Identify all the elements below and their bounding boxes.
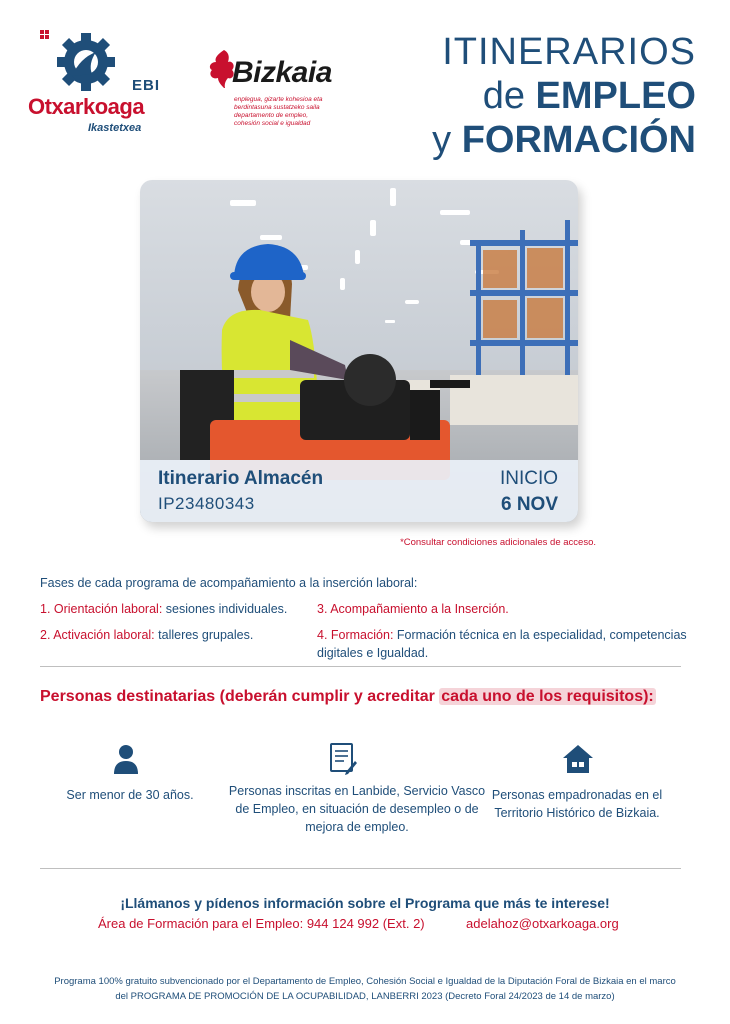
footer-line: del PROGRAMA DE PROMOCIÓN DE LA OCUPABILIDAD, LANBERRI 2023 (Decreto Foral 24/2023 de 14 de marzo) xyxy=(115,991,615,1002)
phase-2 xyxy=(40,626,253,644)
start-label: INICIO xyxy=(499,468,558,489)
ebi-name: Otxarkoaga xyxy=(28,94,145,119)
title-line-3 xyxy=(432,118,696,162)
divider xyxy=(40,666,681,667)
contact-phone[interactable]: Área de Formación para el Empleo: 944 124 992 (Ext. 2) xyxy=(98,916,425,931)
ebi-subtitle: Ikastetxea xyxy=(88,122,142,134)
phase-label: 1. Orientación laboral: xyxy=(40,602,163,616)
title-light-word: y xyxy=(432,119,452,161)
access-note: *Consultar condiciones adicionales de acceso. xyxy=(400,537,596,548)
requirements-title-text: Personas destinatarias (deberán cumplir y acreditar xyxy=(40,688,440,705)
title-line-2 xyxy=(432,74,696,118)
title-line-1: ITINERARIOS xyxy=(442,31,696,73)
phase-text: sesiones individuales. xyxy=(165,602,288,616)
phases-intro: Fases de cada programa de acompañamiento a la inserción laboral: xyxy=(40,576,418,590)
bizkaia-logo xyxy=(208,46,378,136)
requirement-age: Ser menor de 30 años. xyxy=(66,788,194,802)
bizkaia-line: enplegua, gizarte kohesioa eta xyxy=(234,96,323,103)
phase-label: 2. Activación laboral: xyxy=(40,628,155,642)
footer-legal xyxy=(0,974,730,1004)
requirements-title xyxy=(40,688,656,706)
course-card xyxy=(140,180,578,522)
contact-email[interactable]: adelahoz@otxarkoaga.org xyxy=(466,916,619,931)
phase-label: 3. Acompañamiento a la Inserción. xyxy=(317,602,509,616)
bizkaia-line: departamento de empleo, xyxy=(234,112,309,119)
bizkaia-line: cohesión social e igualdad xyxy=(234,120,311,127)
gear-logo-icon xyxy=(40,30,130,92)
page-title xyxy=(432,30,696,162)
phase-1 xyxy=(40,600,287,618)
phase-4 xyxy=(317,626,707,662)
course-name: Itinerario Almacén xyxy=(158,468,324,489)
footer-line: Programa 100% gratuito subvencionado por el Departamento de Empleo, Cohesión Social e Igualdad de la Diputación Foral de Bizkaia en el marco xyxy=(54,976,676,987)
phase-3 xyxy=(317,600,509,618)
document-icon xyxy=(328,742,358,776)
ebi-tag: EBI xyxy=(132,77,161,94)
phase-label: 4. Formación: xyxy=(317,628,394,642)
bizkaia-line: berdintasuna sustatzeko saila xyxy=(234,104,320,111)
course-code: IP23480343 xyxy=(158,494,255,513)
requirement-residence: Personas empadronadas en el Territorio Histórico de Bizkaia. xyxy=(491,788,663,820)
house-icon xyxy=(562,744,594,774)
title-bold-word: FORMACIÓN xyxy=(461,119,696,161)
phase-text: Formación técnica en la especialidad, competencias digitales e Igualdad. xyxy=(317,628,687,660)
requirements-title-highlight: cada uno de los requisitos): xyxy=(441,688,654,705)
bizkaia-department xyxy=(234,96,354,128)
divider xyxy=(40,868,681,869)
bizkaia-name: Bizkaia xyxy=(232,56,332,89)
title-light-word: de xyxy=(482,75,525,117)
start-date: 6 NOV xyxy=(500,494,558,515)
ebi-otxarkoaga-logo xyxy=(28,24,178,144)
title-bold-word: EMPLEO xyxy=(535,75,696,117)
call-to-action: ¡Llámanos y pídenos información sobre el Programa que más te interese! xyxy=(120,895,610,911)
requirement-lanbide: Personas inscritas en Lanbide, Servicio Vasco de Empleo, en situación de desempleo o de mejora de empleo. xyxy=(228,784,486,834)
person-icon xyxy=(113,744,139,774)
phase-text: talleres grupales. xyxy=(158,628,254,642)
